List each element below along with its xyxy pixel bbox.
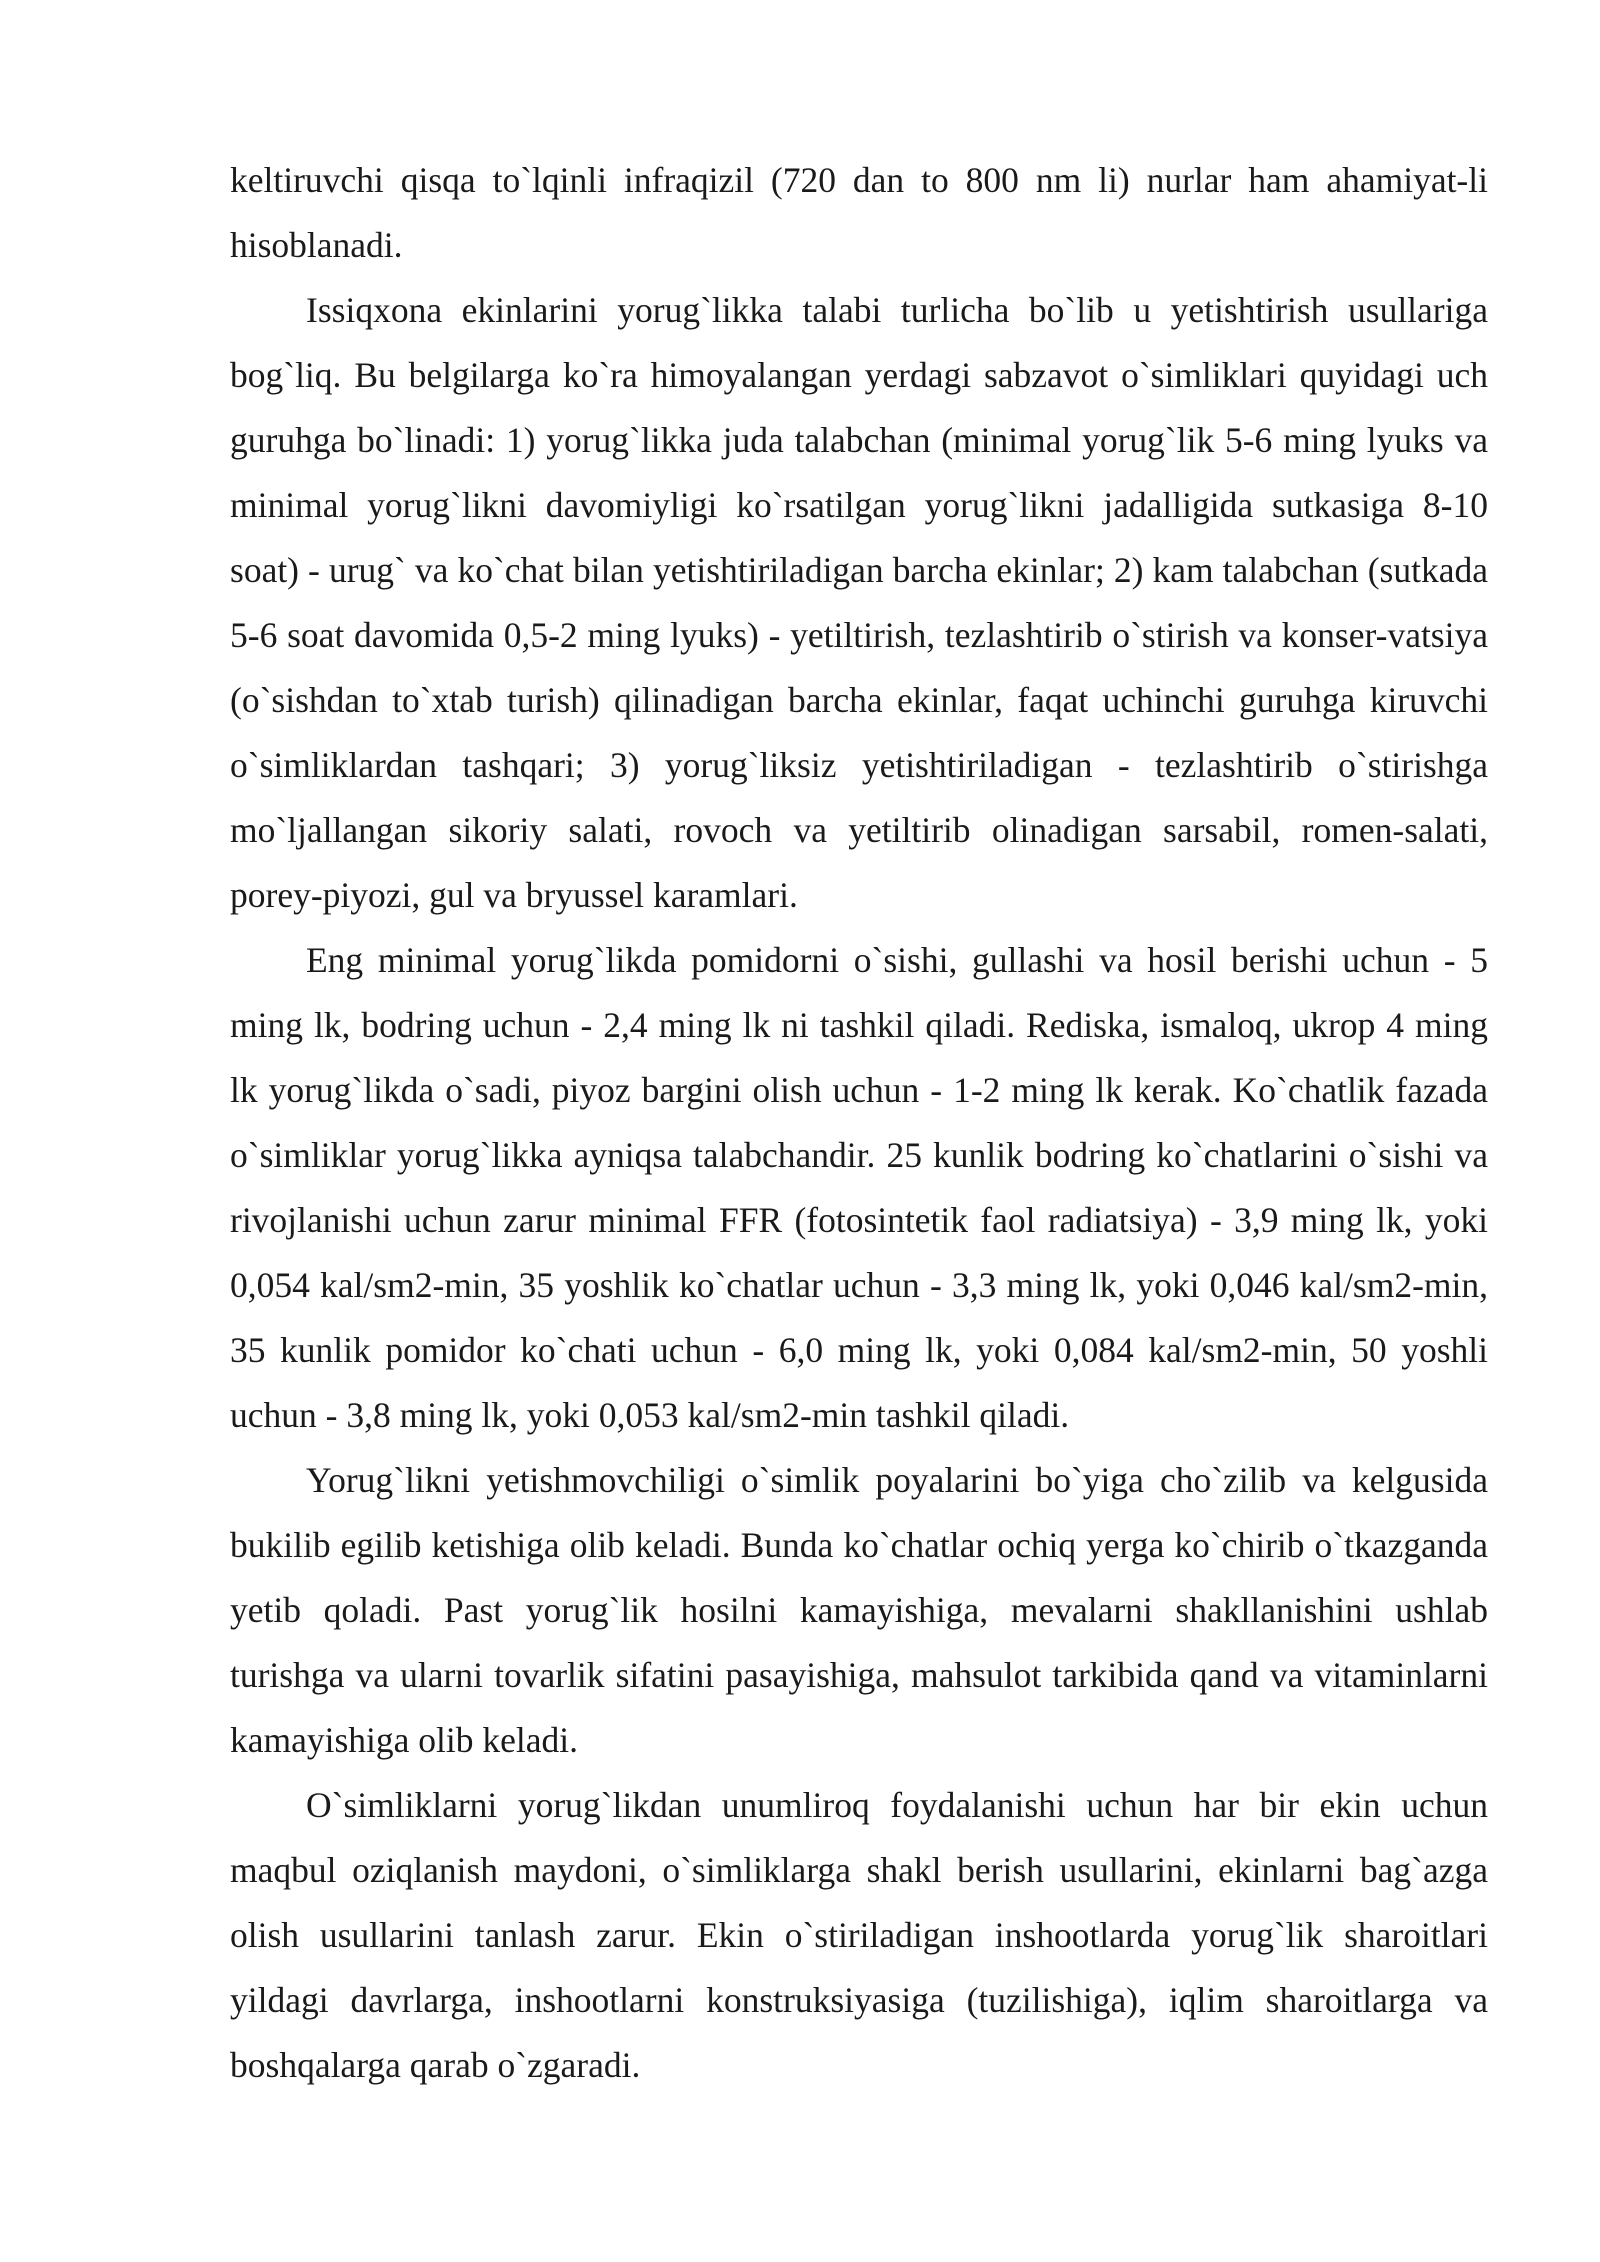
paragraph-minimal-light-levels: Eng minimal yorug`likda pomidorni o`sishi, gullashi va hosil berishi uchun - 5 ming lk, bodring uchun - 2,4 ming lk ni tashkil qiladi. Rediska, ismaloq, ukrop 4 ming lk yorug`likda o`sadi, piyoz bargini olish uchun - 1-2 ming lk kerak. Ko`chatlik fazada o`simliklar yorug`likka ayniqsa talabchandir. 25 kunlik bodring ko`chatlarini o`sishi va rivojlanishi uchun zarur minimal FFR (fotosintetik faol radiatsiya) - 3,9 ming lk, yoki 0,054 kal/sm2-min, 35 yoshlik ko`chatlar uchun - 3,3 ming lk, yoki 0,046 kal/sm2-min, 35 kunlik pomidor ko`chati uchun - 6,0 ming lk, yoki 0,084 kal/sm2-min, 50 yoshli uchun - 3,8 ming lk, yoki 0,053 kal/sm2-min tashkil qiladi. (230, 940, 1488, 1435)
paragraph-continuation: keltiruvchi qisqa to`lqinli infraqizil (720 dan to 800 nm li) nurlar ham ahamiyat-li hisoblanadi. (230, 160, 1488, 265)
paragraph-light-deficiency: Yorug`likni yetishmovchiligi o`simlik poyalarini bo`yiga cho`zilib va kelgusida bukilib egilib ketishiga olib keladi. Bunda ko`chatlar ochiq yerga ko`chirib o`tkazganda yetib qoladi. Past yorug`lik hosilni kamayishiga, mevalarni shakllanishini ushlab turishga va ularni tovarlik sifatini pasayishiga, mahsulot tarkibida qand va vitaminlarni kamayishiga olib keladi. (230, 1460, 1488, 1760)
document-body (230, 148, 1488, 2098)
paragraph-light-requirement-groups: Issiqxona ekinlarini yorug`likka talabi turlicha bo`lib u yetishtirish usullariga bog`liq. Bu belgilarga ko`ra himoyalangan yerdagi sabzavot o`simliklari quyidagi uch guruhga bo`linadi: 1) yorug`likka juda talabchan (minimal yorug`lik 5-6 ming lyuks va minimal yorug`likni davomiyligi ko`rsatilgan yorug`likni jadalligida sutkasiga 8-10 soat) - urug` va ko`chat bilan yetishtiriladigan barcha ekinlar; 2) kam talabchan (sutkada 5-6 soat davomida 0,5-2 ming lyuks) - yetiltirish, tezlashtirib o`stirish va konser-vatsiya (o`sishdan to`xtab turish) qilinadigan barcha ekinlar, faqat uchinchi guruhga kiruvchi o`simliklardan tashqari; 3) yorug`liksiz yetishtiriladigan - tezlashtirib o`stirishga mo`ljallangan sikoriy salati, rovoch va yetiltirib olinadigan sarsabil, romen-salati, porey-piyozi, gul va bryussel karamlari. (230, 290, 1488, 915)
paragraph-light-utilization: O`simliklarni yorug`likdan unumliroq foydalanishi uchun har bir ekin uchun maqbul oziqlanish maydoni, o`simliklarga shakl berish usullarini, ekinlarni bag`azga olish usullarini tanlash zarur. Ekin o`stiriladigan inshootlarda yorug`lik sharoitlari yildagi davrlarga, inshootlarni konstruksiyasiga (tuzilishiga), iqlim sharoitlarga va boshqalarga qarab o`zgaradi. (230, 1785, 1488, 2085)
